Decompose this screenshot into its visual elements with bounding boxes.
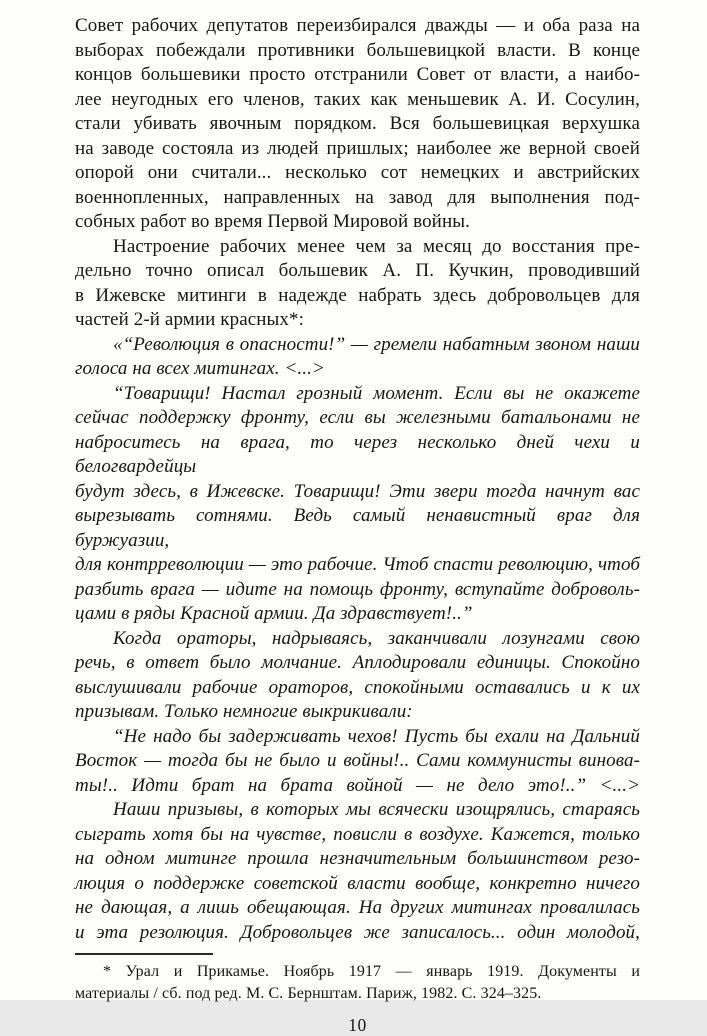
text-line: лее неугодных его членов, таких как меньшевик А. И. Сосулин,: [75, 88, 640, 110]
text-line: разбить врага — идите на помощь фронту, вступайте доброволь-: [75, 578, 640, 600]
text-line: сейчас поддержку фронту, если вы железными батальонами не: [75, 407, 640, 428]
text-line: речь, в ответ было молчание. Аплодировали единицы. Спокойно: [75, 652, 640, 673]
text-line: материалы / сб. под ред. М. С. Бернштам. Париж, 1982. С. 324–325.: [75, 985, 542, 1002]
text-line: военнопленных, направленных на завод для выполнения под-: [75, 186, 640, 208]
text-line: вырезывать сотнями. Ведь самый ненавистный враг для буржуазии,: [75, 505, 640, 551]
text-line: «“Революция в опасности!” — гремели набатным звоном наши: [113, 333, 640, 355]
footnote: [75, 961, 640, 1005]
text-line: Когда ораторы, надрываясь, заканчивали лозунгами свою: [113, 627, 640, 649]
text-line: будут здесь, в Ижевске. Товарищи! Эти звери тогда начнут вас: [75, 480, 640, 502]
paragraph: [75, 798, 640, 945]
text-line: и эта резолюция. Добровольцев же записалось... один молодой,: [75, 921, 640, 943]
text-line: ты!.. Идти брат на брата войной — не дело это!..” <...>: [75, 774, 640, 796]
text-line: частей 2-й армии красных*:: [75, 309, 304, 330]
text-line: на одном митинге прошла незначительным большинством резо-: [75, 848, 640, 869]
text-line: люция о поддержке советской власти вообще, конкретно ничего: [75, 872, 640, 894]
text-line: сыграть хотя бы на чувстве, повисли в воздухе. Кажется, только: [75, 823, 640, 845]
text-line: собных работ во время Первой Мировой войны.: [75, 211, 470, 232]
text-line: выборах побеждали противники большевицкой власти. В конце: [75, 39, 640, 61]
text-line: Настроение рабочих менее чем за месяц до восстания пре-: [113, 235, 640, 257]
paragraph: [75, 627, 640, 725]
text-line: выслушивали рабочие ораторов, спокойными оставались и к их: [75, 676, 640, 698]
text-line: концов большевики просто отстранили Совет от власти, а наибо-: [75, 64, 640, 85]
text-line: Восток — тогда бы не было и войны!.. Сами коммунисты винова-: [75, 750, 640, 771]
page-number: 10: [348, 1015, 367, 1035]
text-line: для контрреволюции — это рабочие. Чтоб спасти революцию, чтоб: [75, 554, 640, 575]
text-line: “Не надо бы задерживать чехов! Пусть бы ехали на Дальний: [113, 725, 640, 747]
text-line: Совет рабочих депутатов переизбирался дважды — и оба раза на: [75, 15, 640, 36]
paragraph: [75, 333, 640, 382]
text-line: дельно точно описал большевик А. П. Кучкин, проводивший: [75, 260, 640, 281]
footnote-divider: [75, 953, 213, 955]
text-line: цами в ряды Красной армии. Да здравствует!..”: [75, 603, 473, 624]
text-block: [75, 14, 640, 945]
paragraph: [75, 235, 640, 333]
text-line: Наши призывы, в которых мы всячески изощрялись, стараясь: [113, 799, 640, 820]
paragraph: [75, 725, 640, 799]
paragraph: [75, 14, 640, 235]
text-line: стали убивать явочным порядком. Вся большевицкая верхушка: [75, 113, 640, 134]
text-line: призывам. Только немногие выкрикивали:: [75, 701, 413, 722]
text-line: наброситесь на врага, то через несколько дней чехи и белогвардейцы: [75, 431, 640, 477]
text-line: * Урал и Прикамье. Ноябрь 1917 — январь 1919. Документы и: [103, 963, 640, 980]
paragraph: [75, 382, 640, 627]
text-line: голоса на всех митингах. <...>: [75, 358, 325, 379]
text-line: в Ижевске митинги в надежде набрать здесь добровольцев для: [75, 284, 640, 306]
text-line: на заводе состояла из людей пришлых; наиболее же верной своей: [75, 137, 640, 159]
text-line: опорой они считали... несколько сот немецких и австрийских: [75, 162, 640, 183]
text-line: не дающая, а лишь обещающая. На других митингах провалилась: [75, 897, 640, 918]
text-line: “Товарищи! Настал грозный момент. Если вы не окажете: [113, 382, 640, 404]
